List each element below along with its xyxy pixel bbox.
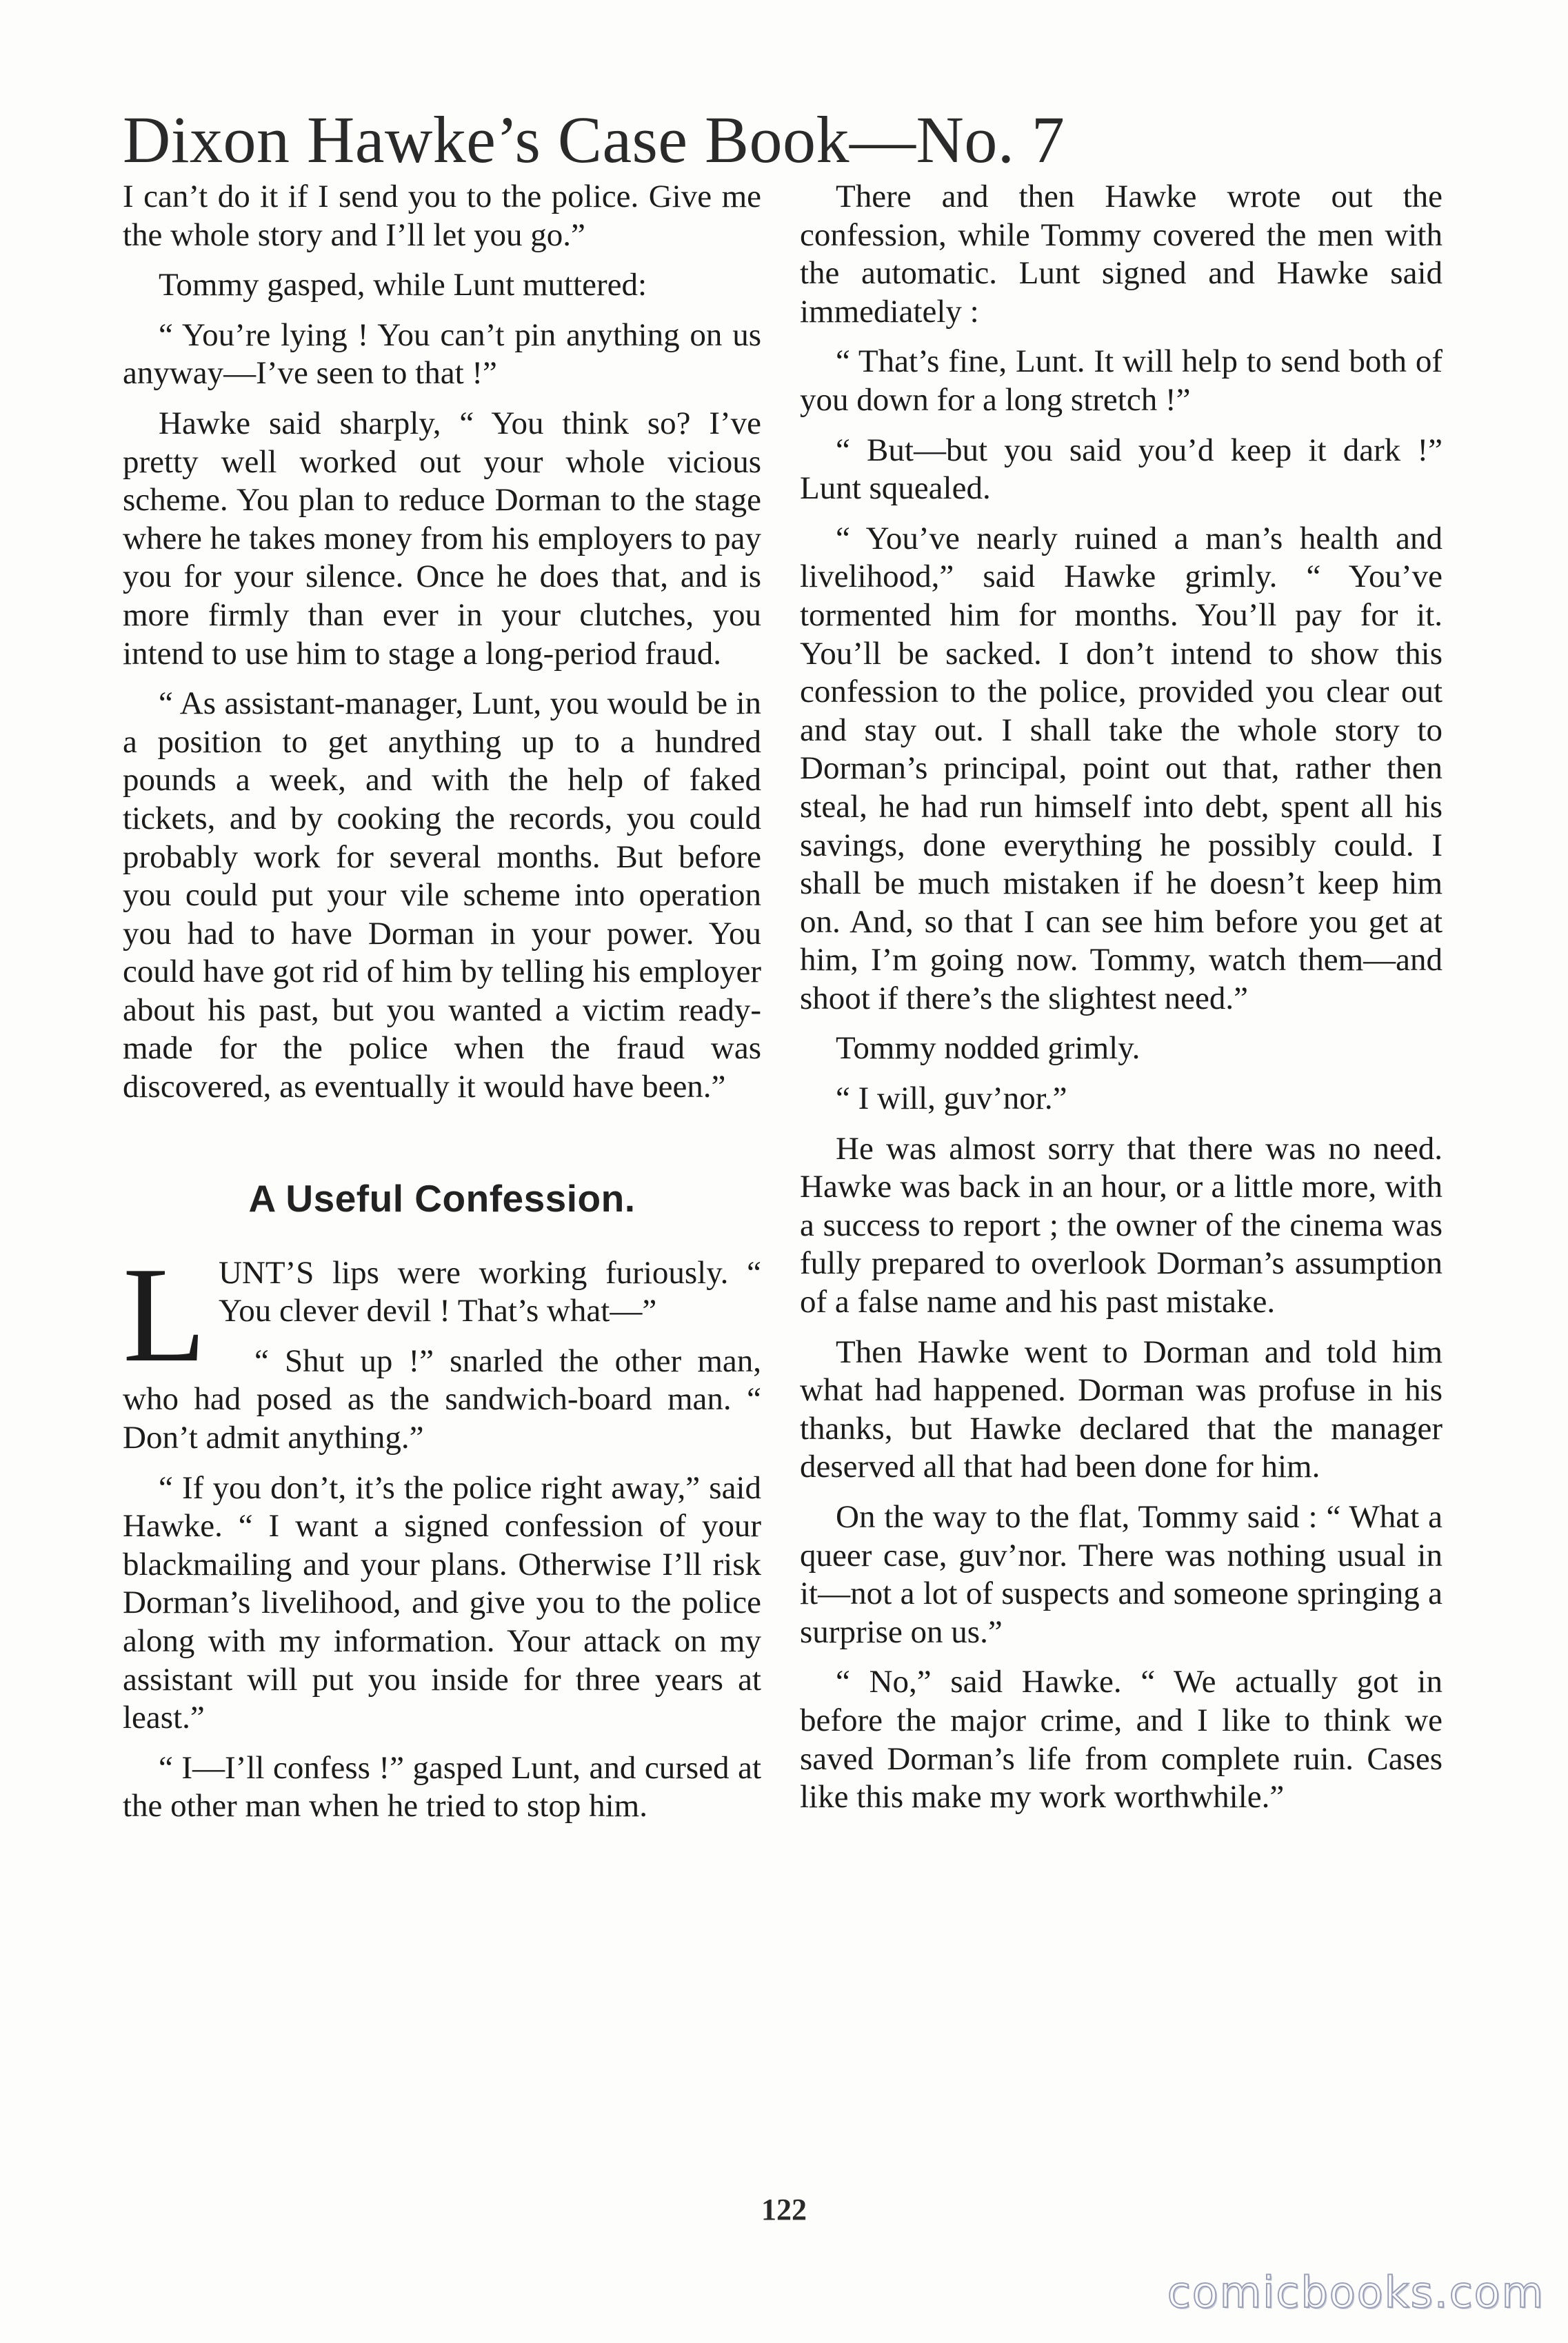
paragraph: He was almost sorry that there was no need. Hawke was back in an hour, or a little more, with a success to report ; the owner of the cinema was fully prepared to overlook Dorman’s assumption of a false name and his past mistake. [800,1130,1443,1320]
right-text-column [800,178,1443,1829]
section-subheading: A Useful Confession. [248,1176,636,1220]
paragraph: “ But—but you said you’d keep it dark !” Lunt squealed. [800,432,1443,507]
site-watermark: comicbooks.com [1167,2267,1545,2317]
paragraph: Tommy gasped, while Lunt muttered: [159,267,647,303]
paragraph: “ That’s fine, Lunt. It will help to send both of you down for a long stretch !” [800,343,1443,418]
paragraph: “ You’re lying ! You can’t pin anything on us anyway—I’ve seen to that !” [123,316,761,392]
left-text-column [123,178,761,1838]
paragraph: Tommy nodded grimly. [836,1030,1140,1067]
paragraph: On the way to the flat, Tommy said : “ What a queer case, guv’nor. There was nothing usual in it—not a lot of suspects and someone springing a surprise on us.” [800,1499,1443,1650]
paragraph: There and then Hawke wrote out the confession, while Tommy covered the men with the automatic. Lunt signed and Hawke said immediately : [800,179,1443,330]
paragraph: “ No,” said Hawke. “ We actually got in before the major crime, and I like to think we saved Dorman’s life from complete ruin. Cases like this make my work worthwhile.” [800,1664,1443,1816]
paragraph: Hawke said sharply, “ You think so? I’ve pretty well worked out your whole vicious scheme. You plan to reduce Dorman to the stage where he takes money from his employers to pay you for your silence. Once he does that, and is more firmly than ever in your clutches, you intend to use him to stage a long-period fraud. [123,405,761,672]
paragraph: “ If you don’t, it’s the police right away,” said Hawke. “ I want a signed confession of your blackmailing and your plans. Otherwise I’ll risk Dorman’s livelihood, and give you to the police along with my information. Your attack on my assistant will put you inside for three years at least.” [123,1469,761,1736]
paragraph: “ I will, guv’nor.” [836,1080,1067,1117]
paragraph: Then Hawke went to Dorman and told him what had happened. Dorman was profuse in his thanks, but Hawke declared that the manager deserved all that had been done for him. [800,1334,1443,1485]
dropcap-paragraph [123,1238,761,1390]
dropcap-paragraph-text: UNT’S lips were working furiously. “ You clever devil ! That’s what—” [218,1254,761,1329]
paragraph: “ As assistant-manager, Lunt, you would be in a position to get anything up to a hundred pounds a week, and with the help of faked tickets, and by cooking the records, you could probably work for several months. But before you could put your vile scheme into operation you had to have Dorman in your power. You could have got rid of him by telling his employer about his past, but you wanted a victim ready-made for the police when the fraud was discovered, as eventually it would have been.” [123,685,761,1105]
drop-cap-letter: L [123,1238,206,1390]
page-number: 122 [761,2193,807,2226]
paragraph: “ You’ve nearly ruined a man’s health and livelihood,” said Hawke grimly. “ You’ve tormented him for months. You’ll pay for it. You’ll be sacked. I don’t intend to show this confession to the police, provided you clear out and stay out. I shall take the whole story to Dorman’s principal, point out that, rather then steal, he had run himself into debt, spent all his savings, done everything he possibly could. I shall be much mistaken if he doesn’t keep him on. And, so that I can see him before you get at him, I’m going now. Tommy, watch them—and shoot if there’s the slightest need.” [800,520,1443,1016]
paragraph: I can’t do it if I send you to the police. Give me the whole story and I’ll let you go.” [123,179,761,253]
page-header-title: Dixon Hawke’s Case Book—No. 7 [123,103,1065,177]
paragraph: “ I—I’ll confess !” gasped Lunt, and cursed at the other man when he tried to stop him. [123,1749,761,1824]
paragraph: “ Shut up !” snarled the other man, who had posed as the sandwich-board man. “ Don’t admit anything.” [123,1343,761,1456]
